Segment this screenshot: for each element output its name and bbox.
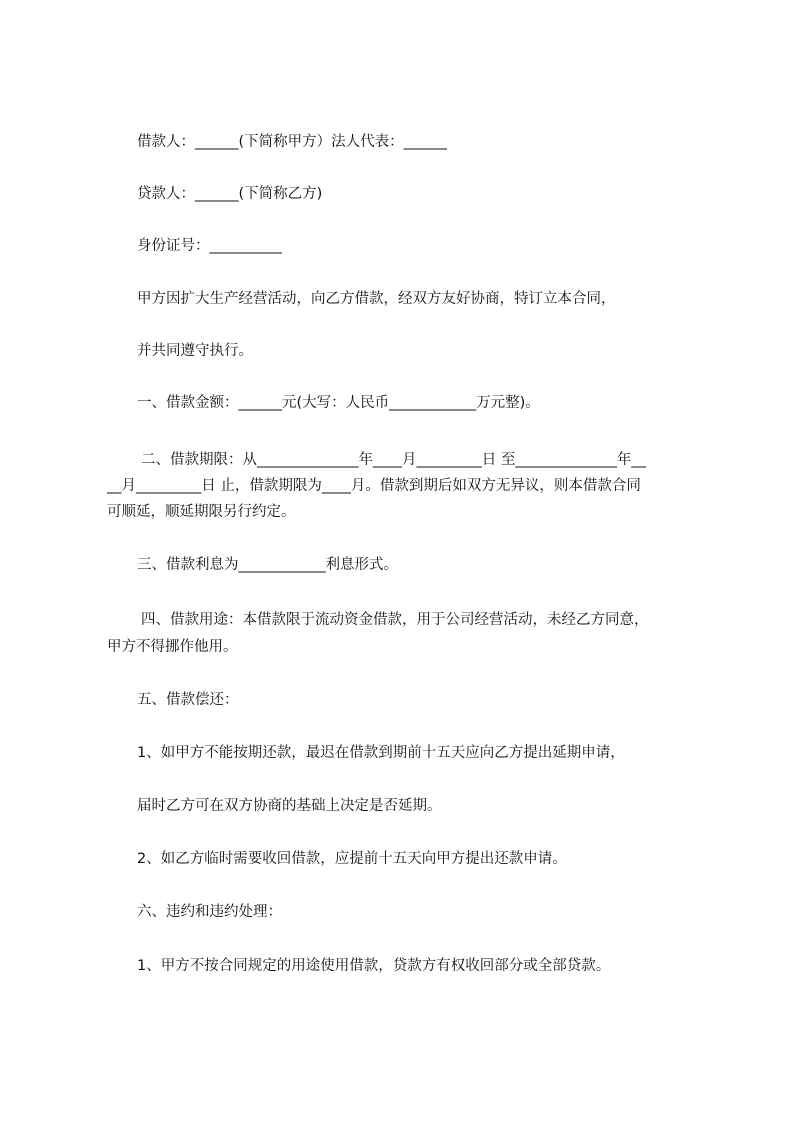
clause-2-loan-term-line-2: __月_________日 止，借款期限为____月。借款到期后如双方无异议，则本借款合同 [107, 478, 641, 494]
clause-1-loan-amount: 一、借款金额：______元(大写：人民币____________万元整)。 [137, 395, 540, 411]
lender-line: 贷款人：______(下简称乙方) [137, 186, 323, 202]
borrower-line: 借款人：______(下简称甲方）法人代表：______ [137, 134, 448, 150]
clause-6-heading: 六、违约和违约处理： [137, 904, 282, 920]
clause-5-heading: 五、借款偿还： [137, 692, 239, 708]
clause-5-item-1-line-1: 1、如甲方不能按期还款，最迟在借款到期前十五天应向乙方提出延期申请， [137, 745, 625, 761]
clause-2-loan-term-line-3: 可顺延，顺延期限另行约定。 [107, 504, 296, 520]
clause-2-loan-term-line-1: 二、借款期限：从______________年____月_________日 至______________年__ [141, 452, 646, 468]
clause-3-interest: 三、借款利息为____________利息形式。 [137, 557, 398, 573]
id-number-line: 身份证号：__________ [137, 238, 282, 254]
clause-5-item-2: 2、如乙方临时需要收回借款，应提前十五天向甲方提出还款申请。 [137, 851, 567, 867]
preamble-line-1: 甲方因扩大生产经营活动，向乙方借款，经双方友好协商，特订立本合同， [137, 291, 616, 307]
preamble-line-2: 并共同遵守执行。 [137, 343, 253, 359]
clause-4-purpose-line-2: 甲方不得挪作他用。 [107, 639, 238, 655]
clause-5-item-1-line-2: 届时乙方可在双方协商的基础上决定是否延期。 [137, 798, 442, 814]
clause-6-item-1: 1、甲方不按合同规定的用途使用借款，贷款方有权收回部分或全部贷款。 [137, 958, 611, 974]
clause-4-purpose-line-1: 四、借款用途：本借款限于流动资金借款，用于公司经营活动，未经乙方同意， [141, 612, 649, 628]
